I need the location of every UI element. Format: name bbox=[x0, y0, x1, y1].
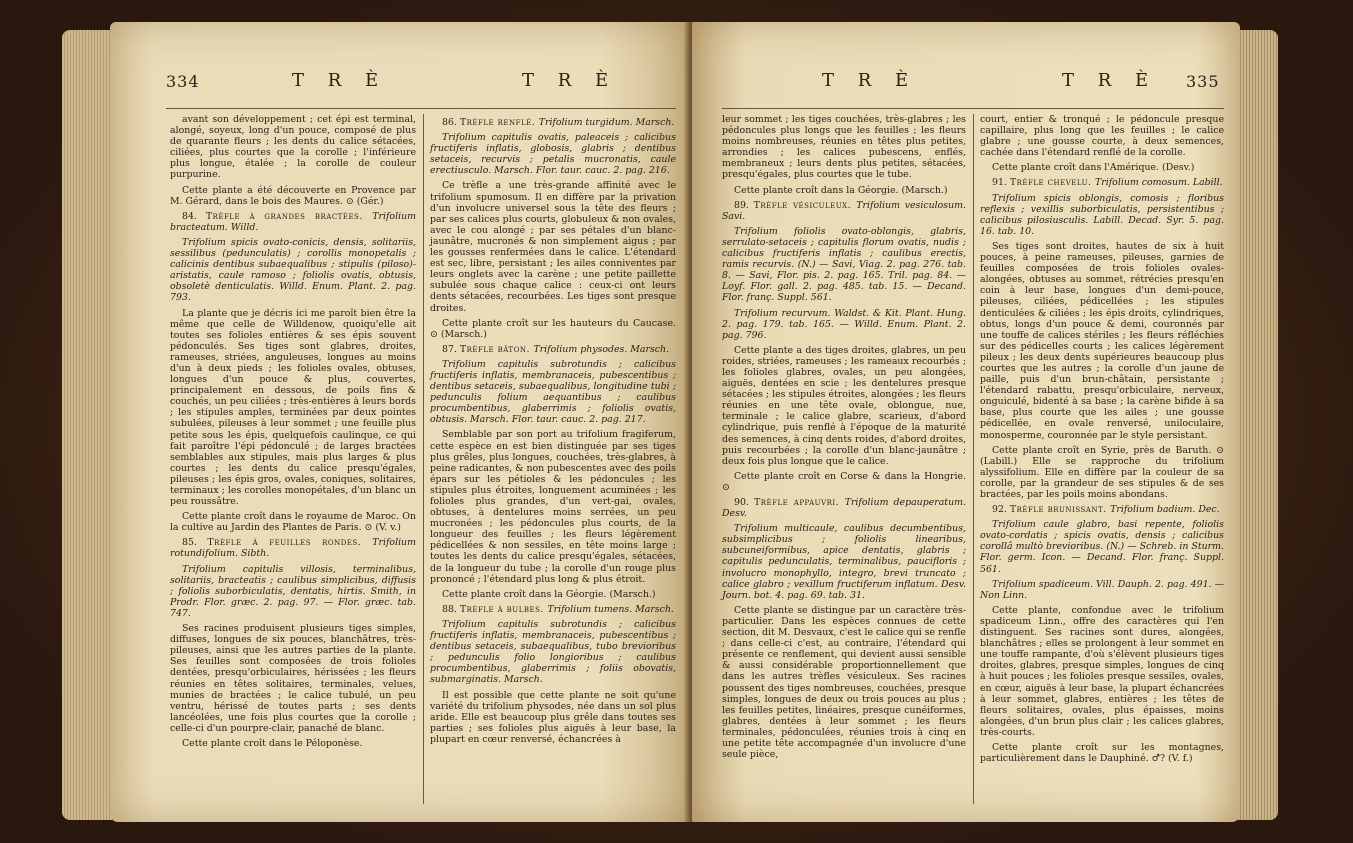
species-number: 91. bbox=[992, 177, 1010, 189]
latin-diagnosis: Trifolium recurvum. Waldst. & Kit. Plant. Hung. 2. pag. 179. tab. 165. — Willd. Enum. Plant. 2. pag. 796. bbox=[722, 307, 966, 341]
right-column-1 bbox=[722, 114, 966, 764]
header-rule-right bbox=[722, 108, 1224, 109]
body-paragraph: Il est possible que cette plante ne soit qu'une variété du trifolium physodes, née dans un sol plus aride. Elle est beaucoup plus grêle dans toutes ses parties ; ses folioles plus aiguës à leur base, la plupart en cœur renversé, échancrées à bbox=[430, 689, 676, 745]
latin-diagnosis: Trifolium foliolis ovato-oblongis, glabris, serrulato-setaceis ; capitulis florum ovatis, nudis ; calicibus fructiferis inflatis ; caulibus erectis, ramis recurvis. (N.) — Savi, Viag. 2. pag. 276. tab. 8. — Savi, Flor. pis. 2. pag. 165. Tril. pag. 84. — Loyf. Flor. gall. 2. pag. 485. tab. 15. — Decand. Flor. franç. Suppl. 561. bbox=[722, 225, 966, 304]
species-latin-name: Trifolium turgidum. Marsch. bbox=[538, 117, 675, 128]
body-paragraph: Cette plante, confondue avec le trifolium spadiceum Linn., offre des caractères qui l'en distinguent. Ses racines sont dures, alongées, blanchâtres ; elles se prolongent à leur sommet en une touffe rampante, d'où s'élèvent plusieurs tiges droites, glabres, presque simples, longues de cinq à huit pouces ; les folioles presque sessiles, ovales, en cœur, aiguës à leur base, la plupart échancrées à leur sommet, glabres, entières ; les têtes de fleurs solitaires, ovales, plus épaisses, moins alongées, d'un brun plus clair ; les calices glabres, très-courts. bbox=[980, 604, 1224, 738]
species-latin-name: Trifolium badium. Dec. bbox=[1110, 504, 1220, 516]
species-entry-heading bbox=[722, 200, 966, 222]
species-entry-heading bbox=[430, 117, 676, 128]
species-entry-heading bbox=[980, 177, 1224, 188]
species-common-name: Trèfle appauvri. bbox=[753, 497, 845, 508]
body-paragraph: Cette plante croît dans le royaume de Maroc. On la cultive au Jardin des Plantes de Paris. ⊙ (V. v.) bbox=[170, 511, 416, 534]
body-paragraph: Cette plante croît en Corse & dans la Hongrie. ⊙ bbox=[722, 470, 966, 493]
species-common-name: Trèfle à grandes bractées. bbox=[205, 210, 373, 222]
species-common-name: Trèfle renflé. bbox=[459, 117, 539, 128]
species-number: 87. bbox=[442, 343, 460, 355]
species-common-name: Trèfle vésiculeux. bbox=[753, 199, 857, 211]
species-number: 85. bbox=[182, 537, 208, 549]
body-paragraph: Cette plante croît dans l'Amérique. (Desv.) bbox=[992, 162, 1195, 174]
species-number: 84. bbox=[182, 210, 206, 222]
body-paragraph: Cette plante croît en Syrie, près de Baruth. ⊙ (Labill.) Elle se rapproche du trifolium alyssifolium. Elle en diffère par la couleur de sa corolle, par la grandeur de ses stipules & de ses bractées, par les poils moins abondans. bbox=[980, 444, 1224, 500]
body-paragraph: Cette plante a été découverte en Provence par M. Gérard, dans le bois des Maures. ⊙ (Gér.) bbox=[170, 184, 416, 207]
column-divider-right bbox=[973, 114, 974, 804]
species-entry-heading bbox=[980, 504, 1224, 515]
continued-paragraph: leur sommet ; les tiges couchées, très-glabres ; les pédoncules plus longs que les feuilles ; les fleurs moins nombreuses, réunies en têtes plus petites, arrondies ; les calices pubescens, enflés, membraneux ; leurs dents plus petites, sétacées, presqu'égales, plus courtes que le tube. bbox=[722, 114, 966, 181]
species-common-name: Trèfle à feuilles rondes. bbox=[207, 537, 373, 549]
latin-diagnosis: Trifolium capitulis ovatis, paleaceis ; calicibus fructiferis inflatis, globosis, glabris ; dentibus setaceis, recurvis ; petalis mucronatis, caule erectiusculo. Marsch. Flor. taur. cauc. 2. pag. 216. bbox=[430, 132, 676, 177]
left-running-head: T R È bbox=[292, 70, 388, 91]
species-latin-name: Trifolium rotundifolium. Sibth. bbox=[170, 537, 416, 560]
latin-diagnosis: Trifolium capitulis villosis, terminalibus, solitariis, bracteatis ; caulibus simplicibus, diffusis ; foliolis suborbiculatis, dentatis, hirtis. Smith, in Prodr. Flor. græc. 2. pag. 97. — Flor. græc. tab. 747. bbox=[170, 563, 416, 619]
species-common-name: Trèfle bâton. bbox=[459, 343, 534, 355]
latin-diagnosis: Trifolium spadiceum. Vill. Dauph. 2. pag. 491. — Non Linn. bbox=[980, 578, 1224, 601]
body-paragraph: Semblable par son port au trifolium fragiferum, cette espèce en est bien distinguée par ses tiges plus grêles, plus longues, couchées, très-glabres, à peine radicantes, & non pubescentes avec des poils épars sur les pétioles & les pédoncules ; les stipules plus étroites, longuement acuminées ; les folioles plus grandes, d'un vert-gai, ovales, obtuses, à dentelures moins serrées, un peu mucronées ; les pédoncules plus courts, de la longueur des feuilles ; les fleurs légèrement pédicellées & non sessiles, en tête moins large ; toutes les dents du calice presqu'égales, sétacées, de la longueur du tube ; la corolle d'un rouge plus prononcé ; l'étendard plus long & plus étroit. bbox=[430, 429, 676, 585]
species-common-name: Trèfle à bulbes. bbox=[459, 603, 548, 615]
species-common-name: Trèfle chevelu. bbox=[1009, 177, 1095, 189]
right-running-head-right: T R È bbox=[1062, 70, 1158, 91]
species-entry-heading bbox=[170, 537, 416, 559]
column-divider bbox=[423, 114, 424, 804]
left-page bbox=[110, 22, 688, 822]
left-running-head-2: T R È bbox=[522, 70, 618, 91]
latin-diagnosis: Trifolium capitulis subrotundis ; calicibus fructiferis inflatis, membranaceis, pubescentibus ; dentibus setaceis, subaequalibus, tubo brevioribus ; pedunculis folio longioribus ; caulibus procumbentibus, glaberrimis ; foliis obovatis, submarginatis. Marsch. bbox=[430, 618, 676, 686]
right-page-edges bbox=[1238, 30, 1278, 820]
body-paragraph: Ce trèfle a une très-grande affinité avec le trifolium spumosum. Il en diffère par la privation d'un involucre universel sous la tête des fleurs ; par ses calices plus courts, globuleux & non ovales, avec le cou alongé ; par ses pétales d'un blanc-jaunâtre, mucronés & non simplement aigus ; par les gousses renfermées dans le calice. L'étendard est sec, libre, persistant ; les ailes conniventes par leurs onglets avec la carène ; une petite paillette subulée sous chaque calice : ceux-ci ont leurs dents sétacées, recourbées. Les tiges sont presque droites. bbox=[430, 180, 676, 314]
species-common-name: Trèfle brunissant. bbox=[1009, 504, 1111, 516]
latin-diagnosis: Trifolium caule glabro, basi repente, foliolis ovato-cordatis ; spicis ovatis, densis ; calicibus corollâ multò brevioribus. (N.) — Schreb. in Sturm. Flor. germ. Icon. — Decand. Flor. franç. Suppl. 561. bbox=[980, 519, 1224, 575]
right-page-number: 335 bbox=[1186, 72, 1220, 91]
latin-diagnosis: Trifolium multicaule, caulibus decumbentibus, subsimplicibus ; foliolis linearibus, subcuneiformibus, apice dentatis, glabris ; capitulis pedunculatis, terminalibus, paucifloris ; involucro monophyllo, integro, brevi truncato ; calice glabro ; vexillum fructiferum inflatum. Desv. Journ. bot. 4. pag. 69. tab. 31. bbox=[722, 523, 966, 601]
species-latin-name: Trifolium tumens. Marsch. bbox=[547, 603, 674, 615]
species-entry-heading bbox=[430, 344, 676, 355]
species-number: 88. bbox=[442, 603, 460, 615]
continued-paragraph: court, entier & tronqué ; le pédoncule presque capillaire, plus long que les feuilles ; le calice glabre ; une gousse courte, à deux semences, cachée dans l'étendard renflé de la corolle. bbox=[980, 114, 1224, 159]
body-paragraph: Cette plante se distingue par un caractère très-particulier. Dans les espèces connues de cette section, dit M. Desvaux, c'est le calice qui se renfle ; dans celle-ci c'est, au contraire, l'étendard qui présente ce renflement, qui devient aussi sensible & aussi considérable proportionnellement que dans les autres trèfles vésiculeux. Ses racines poussent des tiges nombreuses, couchées, presque simples, longues de deux ou trois pouces au plus ; les feuilles petites, linéaires, presque cunéiformes, glabres, dentées à leur sommet ; les fleurs terminales, pédonculées, réunies trois à cinq en une petite tête accompagnée d'un involucre d'une seule pièce, bbox=[722, 604, 966, 761]
body-paragraph: Ses tiges sont droites, hautes de six à huit pouces, à peine rameuses, pileuses, garnies de feuilles composées de trois folioles ovales-alongées, obtuses au sommet, rétrécies presqu'en coin à leur base, longues d'un demi-pouce, pileuses, ciliées, pédicellées ; les stipules denticulées & ciliées ; les épis droits, cylindriques, obtus, longs d'un pouce & demi, couronnés par une touffe de calices stériles ; les fleurs réfléchies sur des pédicelles courts ; les calices légèrement pileux ; les deux dents supérieures beaucoup plus courtes que les autres ; la corolle d'un jaune de paille, puis d'un brun-châtain, persistante ; l'étendard rabattu, presqu'orbiculaire, nerveux, onguiculé, bidenté à sa base ; la carène bifide à sa base, plus courte que les ailes ; une gousse pédicellée, en ovale renversé, uniloculaire, monosperme, couronnée par le style persistant. bbox=[980, 240, 1224, 441]
species-number: 86. bbox=[442, 117, 460, 128]
left-page-number: 334 bbox=[166, 72, 200, 91]
right-column-2 bbox=[980, 114, 1224, 768]
body-paragraph: Cette plante croît dans la Géorgie. (Marsch.) bbox=[442, 588, 656, 600]
species-entry-heading bbox=[170, 211, 416, 233]
body-paragraph: Cette plante croît sur les hauteurs du Caucase. ⊙ (Marsch.) bbox=[430, 317, 676, 340]
species-latin-name: Trifolium bracteatum. Willd. bbox=[170, 210, 417, 233]
species-latin-name: Trifolium vesiculosum. Savi. bbox=[722, 199, 967, 222]
body-paragraph: Cette plante croît dans la Géorgie. (Marsch.) bbox=[734, 184, 948, 196]
species-number: 89. bbox=[734, 199, 754, 211]
body-paragraph: Cette plante a des tiges droites, glabres, un peu roides, striées, rameuses ; les rameaux recourbés ; les folioles glabres, ovales, un peu alongées, aiguës, dentées en scie ; les dentelures presque sétacées ; les stipules étroites, alongées ; les fleurs réunies en une tête ovale, oblongue, nue, terminale ; le calice glabre, scarieux, d'abord cylindrique, puis renflé à l'époque de la maturité des semences, à cinq dents roides, d'abord droites, puis recourbées ; la corolle d'un blanc-jaunâtre ; deux fois plus longue que le calice. bbox=[722, 344, 966, 467]
body-paragraph: Cette plante croît sur les montagnes, particulièrement dans le Dauphiné. ♂? (V. f.) bbox=[980, 741, 1224, 765]
left-column-1 bbox=[170, 114, 416, 753]
species-number: 90. bbox=[734, 497, 754, 508]
species-latin-name: Trifolium comosum. Labill. bbox=[1094, 177, 1223, 189]
species-entry-heading bbox=[430, 604, 676, 615]
right-page bbox=[692, 22, 1240, 822]
species-entry-heading bbox=[722, 497, 966, 519]
latin-diagnosis: Trifolium spicis oblongis, comosis ; floribus reflexis ; vexillis suborbiculatis, persistentibus ; calicibus pilosiusculis. Labill. Decad. Syr. 5. pag. 16. tab. 10. bbox=[980, 192, 1224, 237]
right-running-head-left: T R È bbox=[822, 70, 918, 91]
species-latin-name: Trifolium physodes. Marsch. bbox=[533, 343, 670, 355]
latin-diagnosis: Trifolium spicis ovato-conicis, densis, solitariis, sessilibus (pedunculatis) ; corollis monopetalis ; calicinis dentibus subaequalibus ; stipulis (piloso)-aristatis, caule ramoso ; foliolis ovatis, obtusis, obsoletè denticulatis. Willd. Enum. Plant. 2. pag. 793. bbox=[170, 236, 416, 304]
body-paragraph: avant son développement ; cet épi est terminal, alongé, soyeux, long d'un pouce, composé de plus de quarante fleurs ; les dents du calice sétacées, ciliées, plus courtes que la corolle ; l'inférieure plus longue, étalée ; la corolle de couleur purpurine. bbox=[170, 114, 416, 181]
left-page-edges bbox=[62, 30, 112, 820]
latin-diagnosis: Trifolium capitulis subrotundis ; calicibus fructiferis inflatis, membranaceis, pubescentibus ; dentibus setaceis, subaequalibus, longitudine tubi ; pedunculis folium aequantibus ; caulibus procumbentibus, glaberrimis ; foliolis ovatis, obtusis. Marsch. Flor. taur. cauc. 2. pag. 217. bbox=[430, 358, 676, 426]
species-number: 92. bbox=[992, 504, 1010, 516]
body-paragraph: Cette plante croît dans le Péloponèse. bbox=[182, 737, 363, 749]
body-paragraph: Ses racines produisent plusieurs tiges simples, diffuses, longues de six pouces, blanchâtres, très-pileuses, ainsi que les autres parties de la plante. Ses feuilles sont composées de trois folioles dentées, presqu'orbiculaires, hérissées ; les fleurs réunies en têtes solitaires, terminales, velues, munies de bractées ; le calice tubulé, un peu ventru, hérissé de toutes parts ; ses dents lancéolées, une fois plus courtes que la corolle ; celle-ci d'un pourpre-clair, panaché de blanc. bbox=[170, 623, 416, 734]
left-column-2 bbox=[430, 114, 676, 749]
species-latin-name: Trifolium depauperatum. Desv. bbox=[722, 497, 966, 520]
header-rule bbox=[166, 108, 676, 109]
body-paragraph: La plante que je décris ici me paroît bien être la même que celle de Willdenow, quoiqu'elle ait toutes ses folioles entières & ses épis souvent pédonculés. Ses tiges sont glabres, droites, rameuses, striées, anguleuses, longues au moins d'un à deux pieds ; les folioles ovales, obtuses, longues d'un pouce & plus, couvertes, principalement en dessous, de poils fins & couchés, un peu ciliées ; très-entières à leurs bords ; les stipules amples, terminées par deux pointes subulées, pileuses à leur sommet ; une feuille plus petite sous les épis, quelquefois caulinque, ce qui fait paroître l'épi pédonculé ; de larges bractées semblables aux stipules, mais plus larges & plus courtes ; les dents du calice presqu'égales, pileuses ; les épis gros, ovales, coniques, solitaires, terminaux ; les corolles monopétales, d'un blanc un peu roussâtre. bbox=[170, 307, 416, 508]
